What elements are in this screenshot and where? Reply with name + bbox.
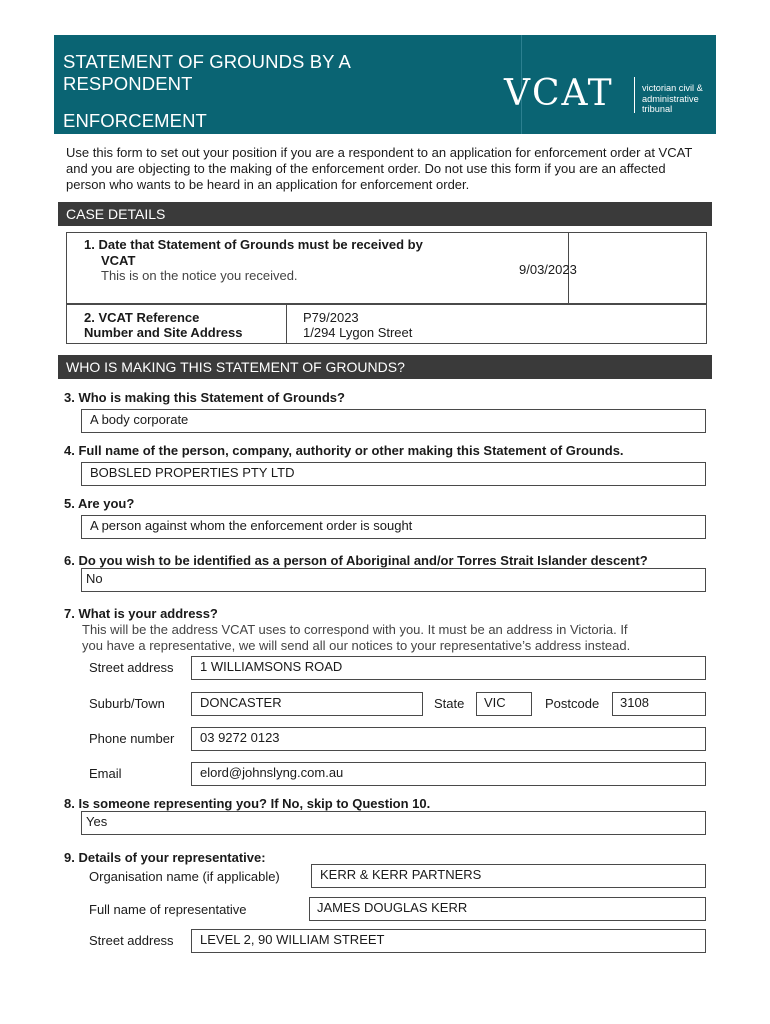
q1-box	[66, 232, 707, 304]
state-input[interactable]: VIC	[476, 692, 532, 716]
form-title-line1: STATEMENT OF GROUNDS BY A	[63, 51, 351, 72]
section-case-details: CASE DETAILS	[58, 202, 712, 226]
q6-label: 6. Do you wish to be identified as a person of Aboriginal and/or Torres Strait Islander descent?	[64, 553, 648, 568]
representative-name-input[interactable]: JAMES DOUGLAS KERR	[309, 897, 706, 921]
q6-input[interactable]: No	[81, 568, 706, 592]
postcode-label: Postcode	[545, 696, 600, 711]
state-label: State	[434, 696, 465, 711]
q2-label: 2. VCAT Reference Number and Site Address	[84, 310, 243, 340]
q1-label: 1. Date that Statement of Grounds must be received by VCAT	[84, 237, 423, 268]
rep-street-address-input[interactable]: LEVEL 2, 90 WILLIAM STREET	[191, 929, 706, 953]
q8-input[interactable]: Yes	[81, 811, 706, 835]
q1-note: This is on the notice you received.	[101, 268, 298, 283]
q3-input[interactable]: A body corporate	[81, 409, 706, 433]
form-header	[54, 35, 716, 134]
q7-note: This will be the address VCAT uses to correspond with you. It must be an address in Victoria. If you have a representative, we will send all our notices to your representative’s address instead.	[82, 622, 631, 653]
email-label: Email	[89, 766, 122, 781]
section-who-is-making: WHO IS MAKING THIS STATEMENT OF GROUNDS?	[58, 355, 712, 379]
phone-input[interactable]: 03 9272 0123	[191, 727, 706, 751]
q7-label: 7. What is your address?	[64, 606, 218, 621]
suburb-label: Suburb/Town	[89, 696, 165, 711]
street-address-input[interactable]: 1 WILLIAMSONS ROAD	[191, 656, 706, 680]
q4-input[interactable]: BOBSLED PROPERTIES PTY LTD	[81, 462, 706, 486]
q1-date-value: 9/03/2023	[519, 262, 577, 277]
street-address-label: Street address	[89, 660, 174, 675]
q8-label: 8. Is someone representing you? If No, skip to Question 10.	[64, 796, 431, 811]
postcode-input[interactable]: 3108	[612, 692, 706, 716]
vcat-logo: VCAT	[504, 73, 614, 114]
vcat-logo-subtext: victorian civil & administrative tribunal	[642, 83, 703, 114]
q2-value[interactable]: P79/2023 1/294 Lygon Street	[303, 310, 413, 340]
logo-divider	[634, 77, 635, 113]
q2-box	[66, 304, 707, 344]
rep-street-address-label: Street address	[89, 933, 174, 948]
form-subtitle: ENFORCEMENT	[63, 110, 207, 131]
q3-label: 3. Who is making this Statement of Grounds?	[64, 390, 345, 405]
q5-label: 5. Are you?	[64, 496, 135, 511]
representative-name-label: Full name of representative	[89, 902, 247, 917]
organisation-label: Organisation name (if applicable)	[89, 869, 280, 884]
q9-label: 9. Details of your representative:	[64, 850, 266, 865]
phone-label: Phone number	[89, 731, 175, 746]
organisation-input[interactable]: KERR & KERR PARTNERS	[311, 864, 706, 888]
q4-label: 4. Full name of the person, company, authority or other making this Statement of Grounds.	[64, 443, 624, 458]
email-input[interactable]: elord@johnslyng.com.au	[191, 762, 706, 786]
q5-input[interactable]: A person against whom the enforcement order is sought	[81, 515, 706, 539]
suburb-input[interactable]: DONCASTER	[191, 692, 423, 716]
intro-text: Use this form to set out your position if you are a respondent to an application for enforcement order at VCAT and you are objecting to the making of the enforcement order. Do not use this form if you are an affected person who wants to be heard in an application for enforcement order.	[66, 145, 693, 192]
form-title-line2: RESPONDENT	[63, 73, 193, 94]
